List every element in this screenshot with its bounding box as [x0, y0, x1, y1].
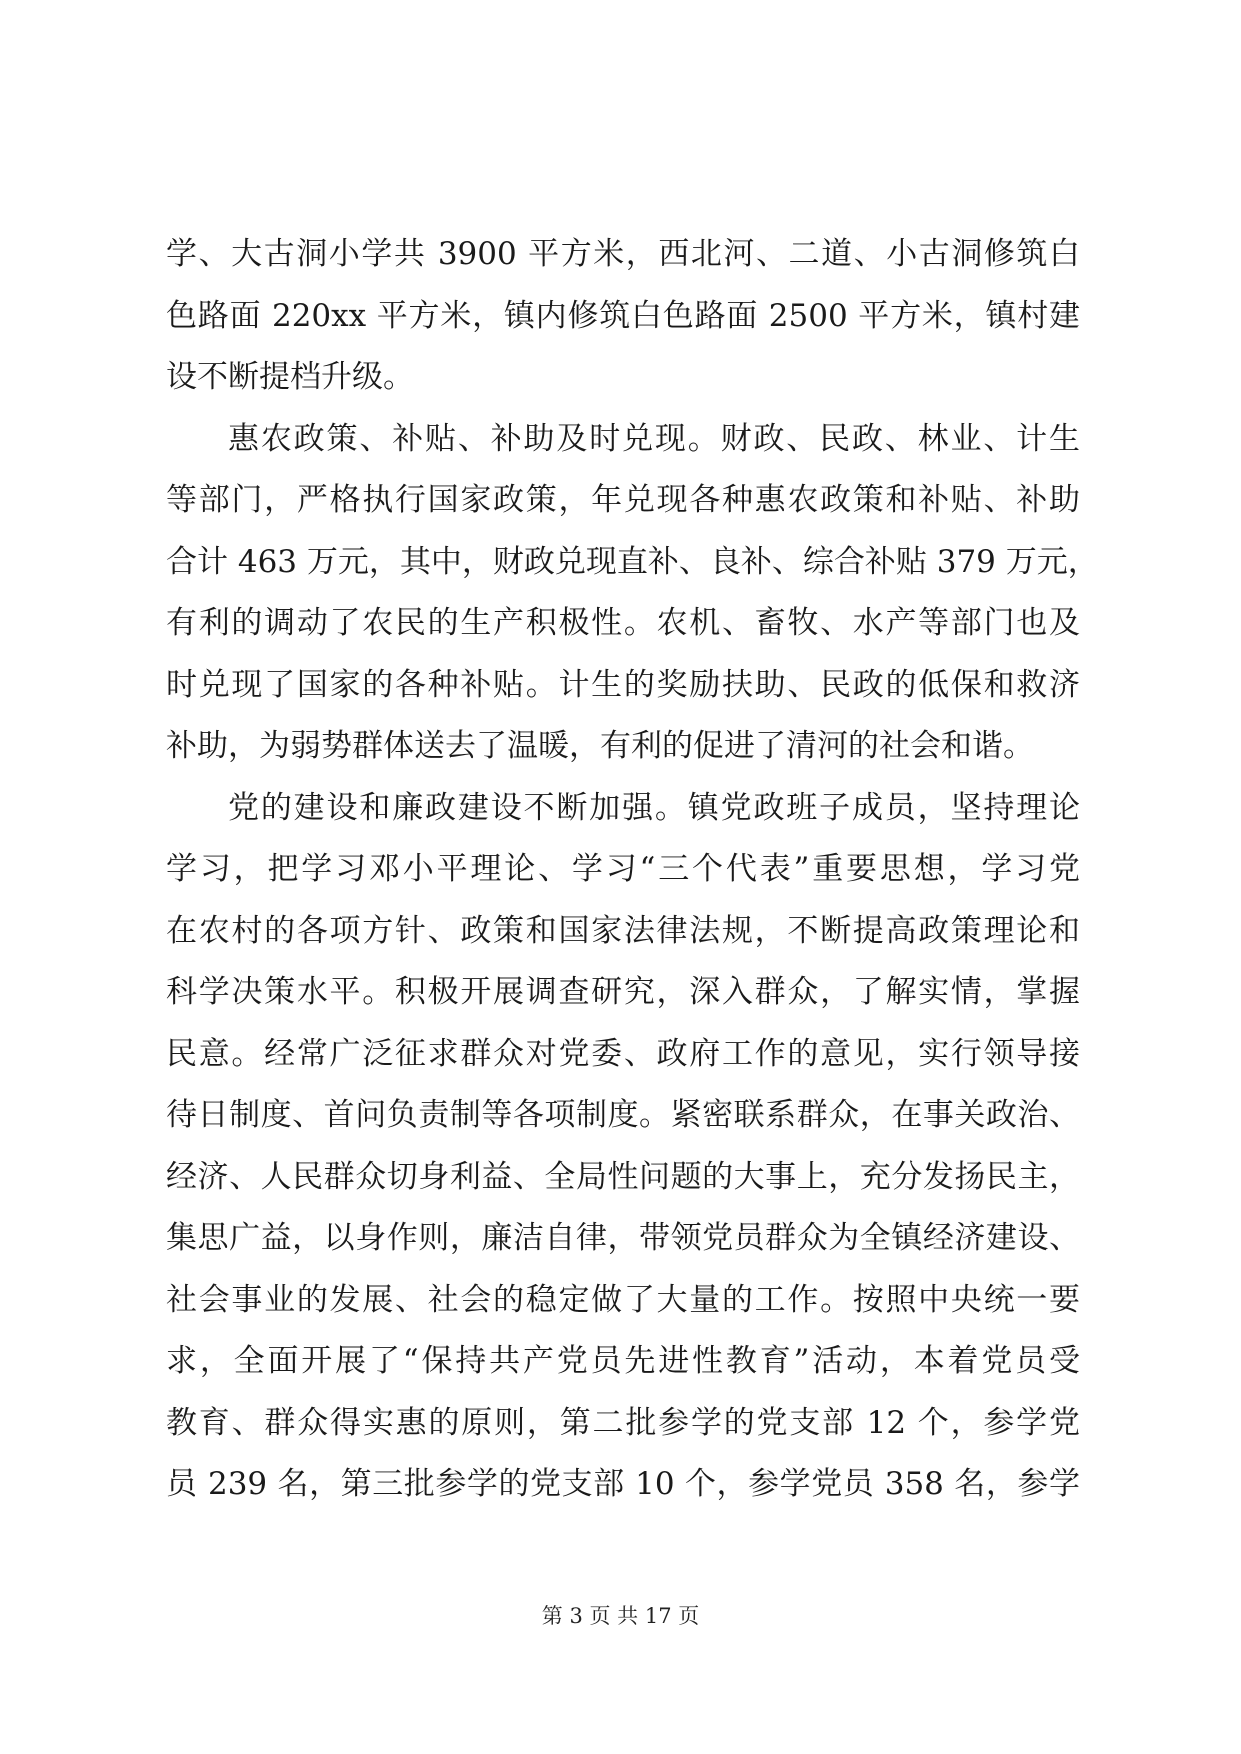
text-line: 有利的调动了农民的生产积极性。农机、畜牧、水产等部门也及 [166, 605, 1080, 641]
text-line: 等部门，严格执行国家政策，年兑现各种惠农政策和补贴、补助 [166, 482, 1080, 518]
paragraph-first-line: 惠农政策、补贴、补助及时兑现。财政、民政、林业、计生 [228, 420, 1080, 457]
text-line: 社会事业的发展、社会的稳定做了大量的工作。按照中央统一要 [166, 1281, 1080, 1318]
page-footer: 第 3 页 共 17 页 [541, 1604, 700, 1628]
body-text [166, 224, 1099, 1516]
text-line: 色路面 220xx 平方米，镇内修筑白色路面 2500 平方米，镇村建 [166, 297, 1080, 334]
text-line: 在农村的各项方针、政策和国家法律法规，不断提高政策理论和 [166, 912, 1080, 949]
text-line: 待日制度、首问负责制等各项制度。紧密联系群众，在事关政治、 [166, 1097, 1080, 1133]
text-line: 时兑现了国家的各种补贴。计生的奖励扶助、民政的低保和救济 [166, 666, 1080, 703]
text-line: 经济、人民群众切身利益、全局性问题的大事上，充分发扬民主， [166, 1158, 1080, 1195]
text-line: 求，全面开展了“保持共产党员先进性教育”活动，本着党员受 [166, 1343, 1080, 1379]
text-line: 集思广益，以身作则，廉洁自律，带领党员群众为全镇经济建设、 [166, 1220, 1080, 1256]
text-line: 设不断提档升级。 [166, 359, 414, 395]
text-line: 民意。经常广泛征求群众对党委、政府工作的意见，实行领导接 [166, 1035, 1080, 1072]
paragraph-first-line: 党的建设和廉政建设不断加强。镇党政班子成员，坚持理论 [228, 789, 1080, 826]
text-line: 员 239 名，第三批参学的党支部 10 个，参学党员 358 名，参学 [166, 1466, 1080, 1502]
text-line: 科学决策水平。积极开展调查研究，深入群众，了解实情，掌握 [166, 974, 1080, 1010]
text-line: 补助，为弱势群体送去了温暖，有利的促进了清河的社会和谐。 [166, 728, 1034, 764]
text-line: 教育、群众得实惠的原则，第二批参学的党支部 12 个，参学党 [166, 1404, 1080, 1441]
text-line: 合计 463 万元，其中，财政兑现直补、良补、综合补贴 379 万元， [166, 543, 1099, 580]
text-line: 学习，把学习邓小平理论、学习“三个代表”重要思想，学习党 [166, 851, 1080, 887]
text-line: 学、大古洞小学共 3900 平方米，西北河、二道、小古洞修筑白 [166, 236, 1080, 272]
